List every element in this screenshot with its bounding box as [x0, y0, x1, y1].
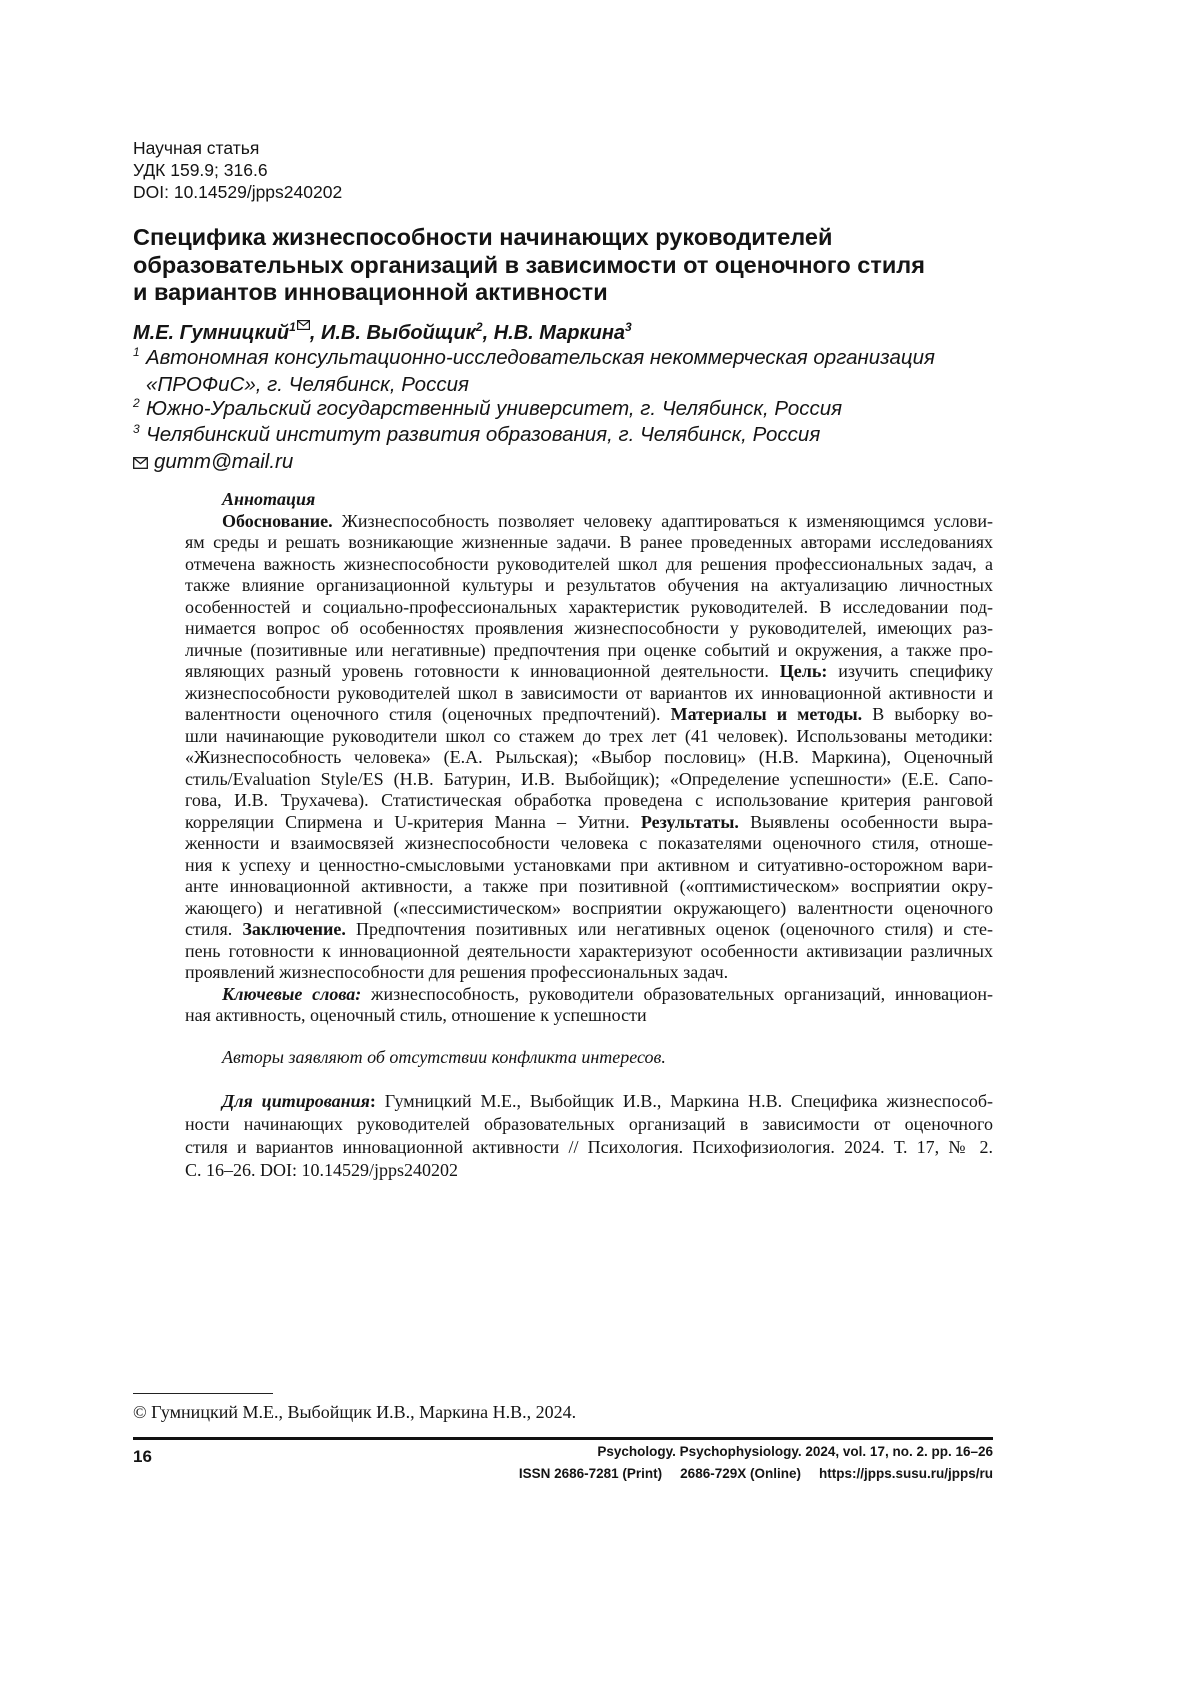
abstract-label: Результаты.: [640, 811, 739, 832]
abstract-text: анте инновационной активности, а также при позитивной («оптимистическом» восприятии окру-: [185, 876, 993, 896]
abstract-line: [185, 919, 993, 941]
citation-label: Для цитирования: [222, 1091, 370, 1111]
abstract-text: также влияние организационной культуры и результатов обучения на актуализацию личностных: [185, 575, 993, 595]
abstract-text: проявлений жизнеспособности для решения профессиональных задач.: [185, 962, 729, 982]
affiliation-line: [133, 397, 935, 424]
conflict-statement: Авторы заявляют об отсутствии конфликта интересов.: [222, 1047, 666, 1067]
abstract-line: [185, 941, 993, 963]
citation-text: Гумницкий М.Е., Выбойщик И.В., Маркина Н.В. Специфика жизнеспособ-: [375, 1091, 993, 1111]
affiliation-text: Южно-Уральский государственный университет, г. Челябинск, Россия: [146, 396, 843, 420]
abstract-text: ям среды и решать возникающие жизненные задачи. В ранее проведенных авторами исследованиях: [185, 532, 993, 552]
abstract-text: стиль/Evaluation Style/ES (Н.В. Батурин, И.В. Выбойщик); «Определение успешности» (Е.Е. Сапо-: [185, 768, 993, 789]
citation-line: [185, 1159, 993, 1182]
citation-line: [185, 1090, 993, 1113]
abstract-line: [185, 511, 993, 533]
title-line: образовательных организаций в зависимости от оценочного стиля: [133, 251, 925, 278]
abstract-line: [185, 747, 993, 769]
abstract-line: [185, 790, 993, 812]
affiliation-number: 3: [133, 422, 140, 437]
abstract-text: особенностей и социально-профессиональных характеристик руководителей. В исследовании под-: [185, 596, 993, 617]
abstract-text: личные (позитивные или негативные) предпочтения при оценке событий и окружения, а также про-: [185, 639, 993, 660]
page-number: 16: [133, 1447, 152, 1466]
abstract-text: жизнеспособности руководителей школ в зависимости от вариантов их инновационной активности и: [185, 682, 993, 703]
abstract-line: [185, 640, 993, 662]
abstract-line: [185, 898, 993, 920]
journal-url[interactable]: https://jpps.susu.ru/jpps/ru: [818, 1466, 993, 1481]
title-line: и вариантов инновационной активности: [133, 279, 608, 305]
affiliation-text: «ПРОФиС», г. Челябинск, Россия: [146, 372, 469, 396]
journal-footer: [519, 1441, 993, 1485]
abstract-text: нимается вопрос об особенностях проявления жизнеспособности у руководителей, имеющих раз-: [185, 618, 993, 638]
citation-block: [185, 1090, 993, 1182]
author-name: И.В. Выбойщик: [320, 322, 476, 344]
keywords: [185, 984, 993, 1027]
affiliation-number: 2: [133, 395, 140, 410]
keywords-label: Ключевые слова:: [222, 983, 362, 1004]
article-title: [133, 224, 925, 307]
email-line: [133, 450, 935, 474]
issn-online: 2686-729X (Online): [680, 1466, 801, 1481]
author-affiliation-number: 2: [475, 320, 483, 334]
abstract-line: [185, 876, 993, 898]
footnote-rule: [133, 1393, 273, 1394]
keywords-text: жизнеспособность, руководители образовательных организаций, инновацион-: [361, 983, 993, 1004]
issn-print: ISSN 2686-7281 (Print): [518, 1466, 663, 1481]
citation-line: [185, 1136, 993, 1159]
affiliation-line: [133, 346, 935, 373]
affiliation-line: [133, 373, 935, 397]
abstract-text: В выборку во-: [862, 704, 993, 724]
abstract-label: Цель:: [779, 661, 828, 681]
abstract-label: Материалы и методы.: [670, 704, 863, 724]
author-affiliation-number: 1: [289, 320, 296, 334]
author-separator: ,: [482, 322, 494, 344]
abstract-text: женности и взаимосвязей жизнеспособности человека с показателями оценочного стиля, отноше-: [185, 833, 993, 853]
citation-label: :: [369, 1091, 376, 1111]
abstract-line: [185, 532, 993, 554]
abstract-line: [185, 597, 993, 619]
abstract-text: Жизнеспособность позволяет человеку адаптироваться к изменяющимся услови-: [332, 510, 993, 531]
citation-text: стиля и вариантов инновационной активности // Психология. Психофизиология. 2024. Т. 17, № 2.: [185, 1137, 993, 1157]
abstract-text: Предпочтения позитивных или негативных оценок (оценочного стиля) и сте-: [345, 919, 993, 939]
author-email[interactable]: gumm@mail.ru: [154, 450, 294, 474]
mail-icon: [133, 450, 154, 474]
abstract-line: [185, 962, 993, 984]
abstract-text: «Жизнеспособность человека» (Е.А. Рыльская); «Выбор пословиц» (Н.В. Маркина), Оценочный: [185, 747, 993, 767]
authors-line: [133, 321, 632, 347]
abstract-body: [185, 511, 993, 984]
abstract-line: [185, 683, 993, 705]
abstract-text: корреляции Спирмена и U-критерия Манна – Уитни.: [185, 811, 641, 832]
copyright-footnote: © Гумницкий М.Е., Выбойщик И.В., Маркина Н.В., 2024.: [133, 1402, 577, 1422]
abstract-text: гова, И.В. Трухачева). Статистическая обработка проведена с использование критерия ранговой: [185, 790, 993, 810]
abstract-text: ния к успеху и ценностно-смысловыми установками при активном и ситуативно-осторожном вари-: [185, 854, 993, 875]
keywords-text: ная активность, оценочный стиль, отношение к успешности: [185, 1005, 647, 1025]
abstract-text: отмечена важность жизнеспособности руководителей школ для решения профессиональных задач, а: [185, 553, 993, 574]
abstract-text: шли начинающие руководители школ со стажем до трех лет (41 человек). Использованы методики:: [185, 725, 993, 746]
abstract-text: пень готовности к инновационной деятельности характеризуют особенности активизации различных: [185, 940, 993, 961]
abstract-line: [185, 726, 993, 748]
keywords-line: [185, 984, 993, 1006]
issn-line: [519, 1463, 993, 1485]
footer-rule: [133, 1437, 993, 1440]
abstract-line: [185, 769, 993, 791]
affiliation-number: 1: [133, 345, 140, 359]
udc-code: УДК 159.9; 316.6: [133, 160, 268, 180]
abstract-label: Обоснование.: [222, 510, 333, 531]
abstract-line: [185, 618, 993, 640]
abstract-text: жающего) и негативной («пессимистическом» восприятии окружающего) валентности оценочного: [185, 897, 993, 918]
affiliation-text: Челябинский институт развития образования, г. Челябинск, Россия: [146, 423, 821, 447]
abstract-line: [185, 833, 993, 855]
citation-text: С. 16–26. DOI: 10.14529/jpps240202: [185, 1160, 459, 1180]
abstract-line: [185, 855, 993, 877]
abstract-line: [185, 704, 993, 726]
abstract-text: стиля.: [185, 919, 243, 939]
abstract-text: Выявлены особенности выра-: [738, 811, 993, 832]
abstract-label: Заключение.: [242, 919, 346, 939]
title-line: Специфика жизнеспособности начинающих руководителей: [133, 224, 833, 250]
keywords-line: [185, 1005, 993, 1027]
abstract-text: валентности оценочного стиля (оценочных предпочтений).: [185, 704, 671, 724]
author-name: Н.В. Маркина: [493, 322, 626, 344]
mail-icon: [297, 320, 310, 330]
abstract-line: [185, 812, 993, 834]
affiliations: [133, 346, 935, 474]
annotation: [185, 489, 993, 1027]
affiliation-line: [133, 423, 935, 450]
abstract-text: изучить специфику: [827, 661, 993, 681]
annotation-heading: Аннотация: [222, 489, 316, 509]
article-type: Научная статья: [133, 138, 260, 158]
doi: DOI: 10.14529/jpps240202: [133, 182, 343, 202]
journal-reference: Psychology. Psychophysiology. 2024, vol. 17, no. 2. pp. 16–26: [597, 1444, 993, 1459]
abstract-line: [185, 575, 993, 597]
abstract-line: [185, 661, 993, 683]
affiliation-text: Автономная консультационно-исследовательская некоммерческая организация: [146, 346, 935, 369]
author-separator: ,: [309, 322, 321, 344]
article-meta: [133, 137, 342, 203]
abstract-text: являющих разный уровень готовности к инновационной деятельности.: [185, 661, 780, 681]
abstract-line: [185, 554, 993, 576]
author-affiliation-number: 3: [625, 320, 632, 334]
author-name: М.Е. Гумницкий: [133, 322, 290, 344]
citation-line: [185, 1113, 993, 1136]
citation-text: ности начинающих руководителей образовательных организаций в зависимости от оценочного: [185, 1114, 993, 1134]
